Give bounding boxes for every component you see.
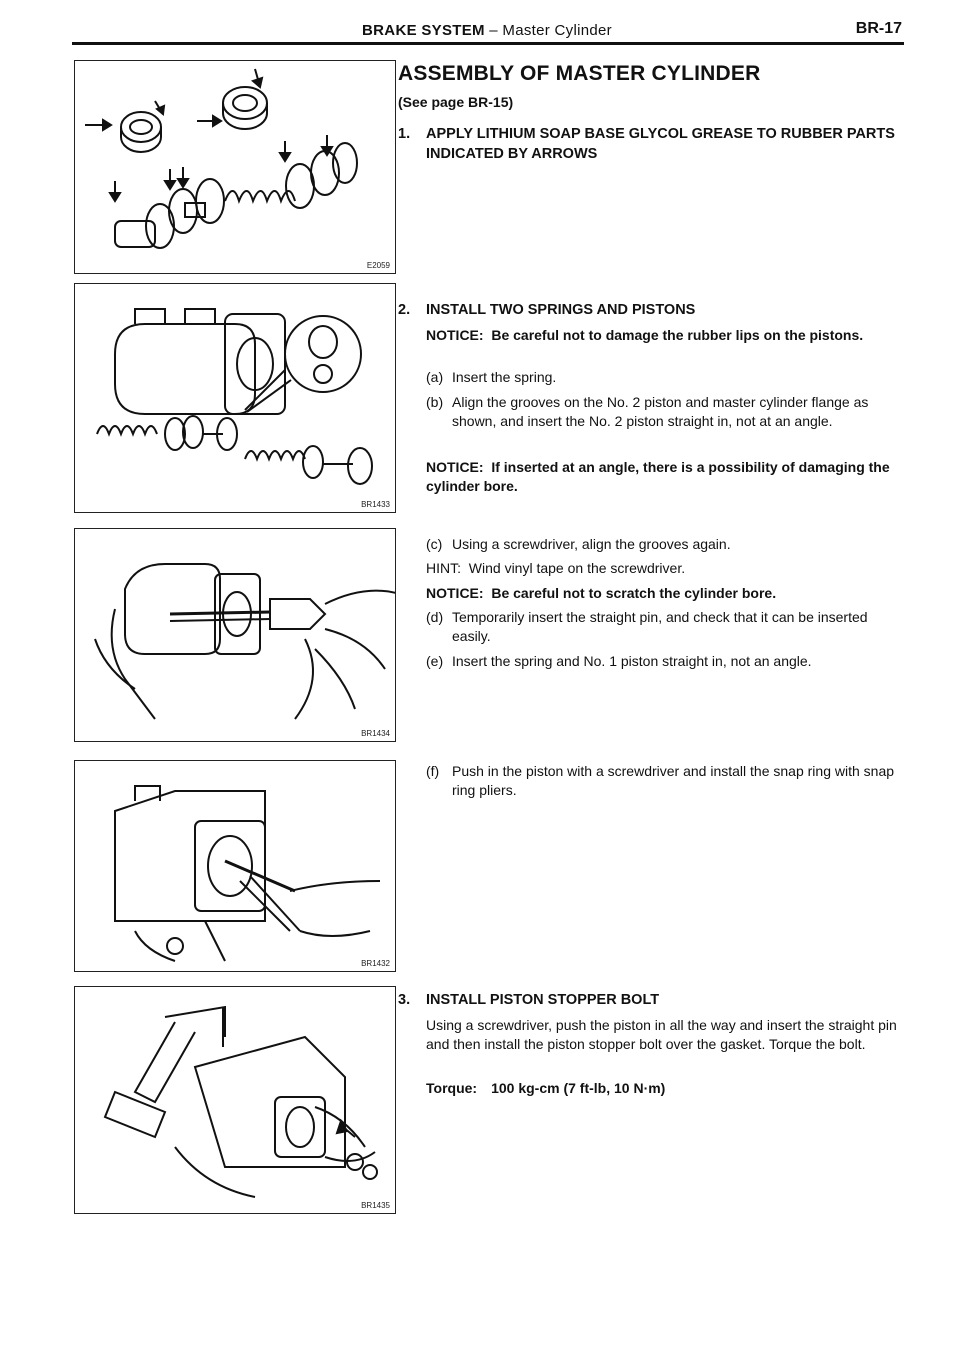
torque-label: Torque: bbox=[426, 1080, 478, 1096]
substep-text: Using a screwdriver, align the grooves again. bbox=[452, 536, 731, 552]
step-title: APPLY LITHIUM SOAP BASE GLYCOL GREASE TO RUBBER PARTS INDICATED BY ARROWS bbox=[426, 126, 895, 162]
notice-cylinder-bore bbox=[426, 584, 904, 603]
hint-text: Wind vinyl tape on the screwdriver. bbox=[468, 560, 686, 576]
snap-ring-illustration bbox=[75, 761, 395, 971]
notice-text: If inserted at an angle, there is a possibility of damaging the cylinder bore. bbox=[426, 459, 890, 494]
substep-text: Temporarily insert the straight pin, and check that it can be inserted easily. bbox=[452, 609, 868, 644]
substep-letter: (a) bbox=[426, 369, 444, 385]
figure-screwdriver-align bbox=[74, 528, 396, 742]
figure-springs-pistons bbox=[74, 283, 396, 513]
step-number: 1. bbox=[398, 126, 411, 142]
see-page-reference: (See page BR-15) bbox=[398, 94, 514, 110]
figure-code: BR1433 bbox=[361, 500, 390, 509]
screwdriver-align-illustration bbox=[75, 529, 395, 741]
hint-vinyl-tape bbox=[426, 559, 904, 578]
substep-e bbox=[426, 652, 904, 671]
section-heading: ASSEMBLY OF MASTER CYLINDER bbox=[398, 62, 761, 85]
page-number: BR-17 bbox=[855, 20, 902, 37]
figure-code: BR1434 bbox=[361, 729, 390, 738]
step-number: 2. bbox=[398, 302, 411, 318]
substep-d bbox=[426, 608, 904, 646]
header-rule bbox=[72, 42, 904, 45]
figure-code: BR1435 bbox=[361, 1201, 390, 1210]
header-title bbox=[72, 22, 902, 39]
substep-letter: (c) bbox=[426, 536, 443, 552]
notice-rubber-lips bbox=[426, 326, 904, 345]
substep-f bbox=[426, 762, 904, 800]
stopper-bolt-illustration bbox=[75, 987, 395, 1213]
grease-parts-illustration bbox=[75, 61, 395, 273]
substep-c bbox=[426, 535, 904, 554]
substep-text: Push in the piston with a screwdriver and install the snap ring with snap ring pliers. bbox=[452, 763, 895, 798]
step-title: INSTALL TWO SPRINGS AND PISTONS bbox=[426, 302, 696, 318]
figure-code: BR1432 bbox=[361, 959, 390, 968]
substep-letter: (b) bbox=[426, 394, 444, 410]
notice-angle bbox=[426, 458, 904, 496]
substep-letter: (d) bbox=[426, 609, 444, 625]
step-3 bbox=[398, 990, 908, 1010]
step-1 bbox=[398, 124, 904, 164]
step-2 bbox=[398, 300, 908, 320]
substep-a bbox=[426, 368, 904, 387]
header-subsection: Master Cylinder bbox=[502, 22, 612, 39]
hint-label: HINT: bbox=[426, 560, 461, 576]
header-dash: – bbox=[484, 22, 503, 39]
springs-pistons-illustration bbox=[75, 284, 395, 512]
substep-b bbox=[426, 393, 904, 431]
page-header bbox=[72, 18, 902, 44]
step-title: INSTALL PISTON STOPPER BOLT bbox=[426, 992, 660, 1008]
step-number: 3. bbox=[398, 992, 411, 1008]
notice-text: Be careful not to damage the rubber lips on the pistons. bbox=[491, 327, 864, 343]
substep-text: Insert the spring. bbox=[452, 369, 557, 385]
figure-snap-ring bbox=[74, 760, 396, 972]
header-section: BRAKE SYSTEM bbox=[362, 22, 485, 39]
notice-text: Be careful not to scratch the cylinder bore. bbox=[491, 585, 777, 601]
figure-grease-parts bbox=[74, 60, 396, 274]
substep-text: Align the grooves on the No. 2 piston and master cylinder flange as shown, and insert the No. 2 piston straight in, not at an angle. bbox=[452, 394, 869, 429]
torque-value: 100 kg-cm (7 ft-lb, 10 N·m) bbox=[491, 1080, 666, 1096]
step-3-instructions: Using a screwdriver, push the piston in all the way and insert the straight pin and then install the piston stopper bolt over the gasket. Torque the bolt. bbox=[426, 1017, 897, 1052]
figure-code: E2059 bbox=[366, 261, 390, 270]
torque-spec bbox=[426, 1080, 665, 1096]
notice-label: NOTICE: bbox=[426, 585, 484, 601]
figure-stopper-bolt bbox=[74, 986, 396, 1214]
notice-label: NOTICE: bbox=[426, 327, 484, 343]
substep-text: Insert the spring and No. 1 piston straight in, not an angle. bbox=[452, 653, 812, 669]
notice-label: NOTICE: bbox=[426, 459, 484, 475]
substep-letter: (f) bbox=[426, 763, 440, 779]
substep-letter: (e) bbox=[426, 653, 444, 669]
